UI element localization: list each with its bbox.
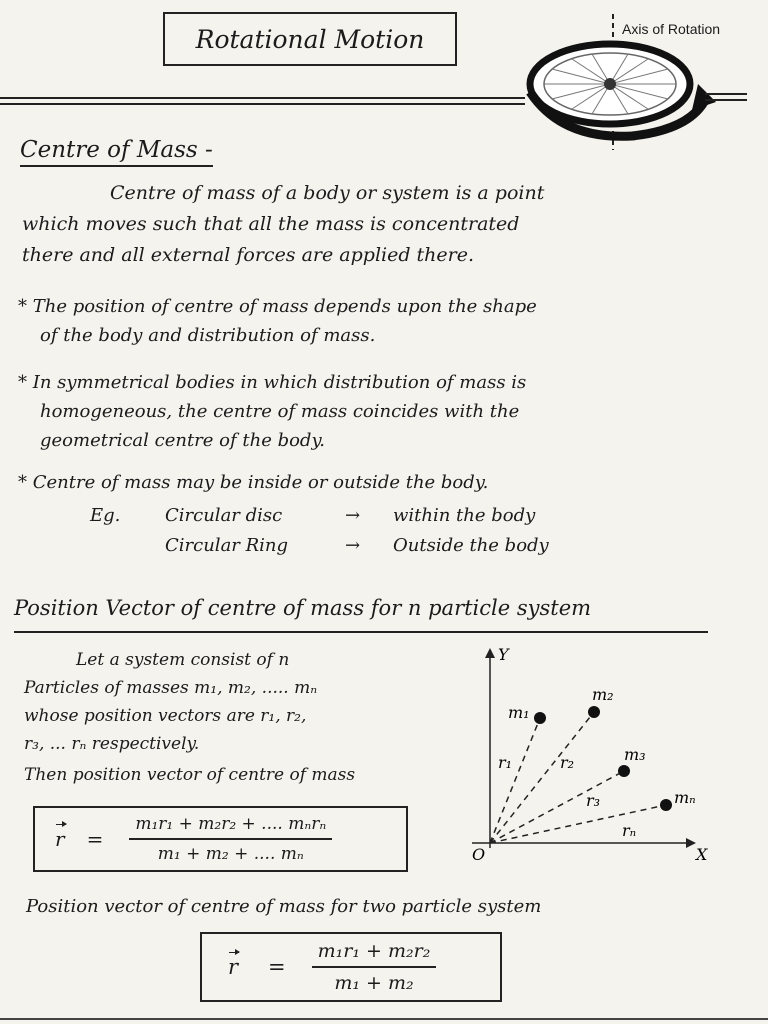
two-particle-formula	[200, 932, 502, 1002]
mass-label: mₙ	[674, 788, 696, 807]
n-particle-text	[24, 646, 464, 758]
wheel-hub	[604, 78, 616, 90]
example-result: Outside the body	[393, 535, 549, 556]
formula-lhs: r	[228, 955, 239, 979]
example-row	[165, 535, 625, 565]
position-vectors	[490, 712, 666, 843]
bullet-item	[18, 468, 738, 497]
header-rule-left	[0, 97, 525, 99]
formula-lhs: r	[55, 827, 65, 851]
bullet-item	[18, 368, 738, 455]
mass-label: m₁	[508, 703, 530, 722]
rotating-wheel-illustration	[522, 14, 722, 154]
n-particle-heading-rule	[14, 631, 708, 633]
n-particle-formula	[33, 806, 408, 872]
two-particle-heading: Position vector of centre of mass for two particle system	[26, 896, 542, 917]
n-particle-heading: Position Vector of centre of mass for n particle system	[14, 596, 592, 620]
example-label: Eg.	[90, 505, 121, 526]
formula-numerator: m₁r₁ + m₂r₂	[312, 940, 437, 968]
x-axis-arrow-icon	[686, 838, 696, 848]
mass-point	[660, 799, 672, 811]
formula-denominator: m₁ + m₂	[334, 972, 414, 994]
header-rule-left-2	[0, 103, 525, 105]
example-table	[165, 505, 625, 565]
vector-line	[490, 718, 540, 843]
mass-label: m₃	[624, 745, 646, 764]
mass-point	[534, 712, 546, 724]
formula-numerator: m₁r₁ + m₂r₂ + .... mₙrₙ	[129, 814, 332, 840]
y-axis-label: Y	[498, 645, 509, 664]
n-particle-line: whose position vectors are r₁, r₂,	[24, 706, 307, 726]
equals-sign: =	[86, 827, 104, 851]
vector-line	[490, 805, 666, 843]
x-axis-label: X	[696, 845, 708, 864]
bullet-line: * The position of centre of mass depends upon the shape	[18, 296, 537, 317]
equals-sign: =	[268, 955, 286, 979]
centre-of-mass-definition	[22, 178, 722, 271]
n-particle-line: Let a system consist of n	[76, 650, 290, 670]
particle-position-diagram	[460, 640, 720, 870]
vector-label: rₙ	[622, 821, 637, 840]
definition-line: there and all external forces are applied there.	[22, 244, 475, 266]
y-axis-arrow-icon	[485, 648, 495, 658]
vector-label: r₂	[560, 753, 575, 772]
mass-label: m₂	[592, 685, 614, 704]
page-title: Rotational Motion	[195, 24, 425, 54]
example-row	[165, 505, 625, 535]
arrow-icon: →	[345, 505, 361, 526]
bullet-line: of the body and distribution of mass.	[40, 325, 376, 346]
example-item: Circular Ring	[165, 535, 289, 556]
header-rule-right-2	[705, 99, 747, 101]
definition-line: which moves such that all the mass is concentrated	[22, 213, 520, 235]
origin-label: O	[472, 845, 486, 864]
page-bottom-edge	[0, 1018, 768, 1020]
page-title-box	[163, 12, 457, 66]
centre-of-mass-heading: Centre of Mass -	[20, 137, 213, 167]
formula-fraction	[312, 940, 437, 994]
n-particle-line: r₃, ... rₙ respectively.	[24, 734, 200, 754]
header-rule-right	[705, 93, 747, 95]
bullet-item	[18, 292, 738, 350]
vector-line	[490, 771, 624, 843]
formula-denominator: m₁ + m₂ + .... mₙ	[157, 844, 304, 864]
bullet-line: geometrical centre of the body.	[40, 430, 325, 451]
n-particle-line: Particles of masses m₁, m₂, ..... mₙ	[24, 678, 318, 698]
mass-point	[618, 765, 630, 777]
example-item: Circular disc	[165, 505, 283, 526]
formula-fraction	[129, 814, 332, 864]
mass-point	[588, 706, 600, 718]
bullet-line: * Centre of mass may be inside or outside the body.	[18, 472, 489, 493]
vector-label: r₃	[586, 791, 601, 810]
then-text: Then position vector of centre of mass	[24, 765, 356, 785]
arrow-icon: →	[345, 535, 361, 556]
vector-label: r₁	[498, 753, 513, 772]
bullet-line: * In symmetrical bodies in which distribution of mass is	[18, 372, 527, 393]
definition-line: Centre of mass of a body or system is a point	[110, 182, 545, 204]
example-result: within the body	[393, 505, 536, 526]
axis-of-rotation-label: Axis of Rotation	[622, 21, 721, 37]
bullet-line: homogeneous, the centre of mass coincides with the	[40, 401, 520, 422]
